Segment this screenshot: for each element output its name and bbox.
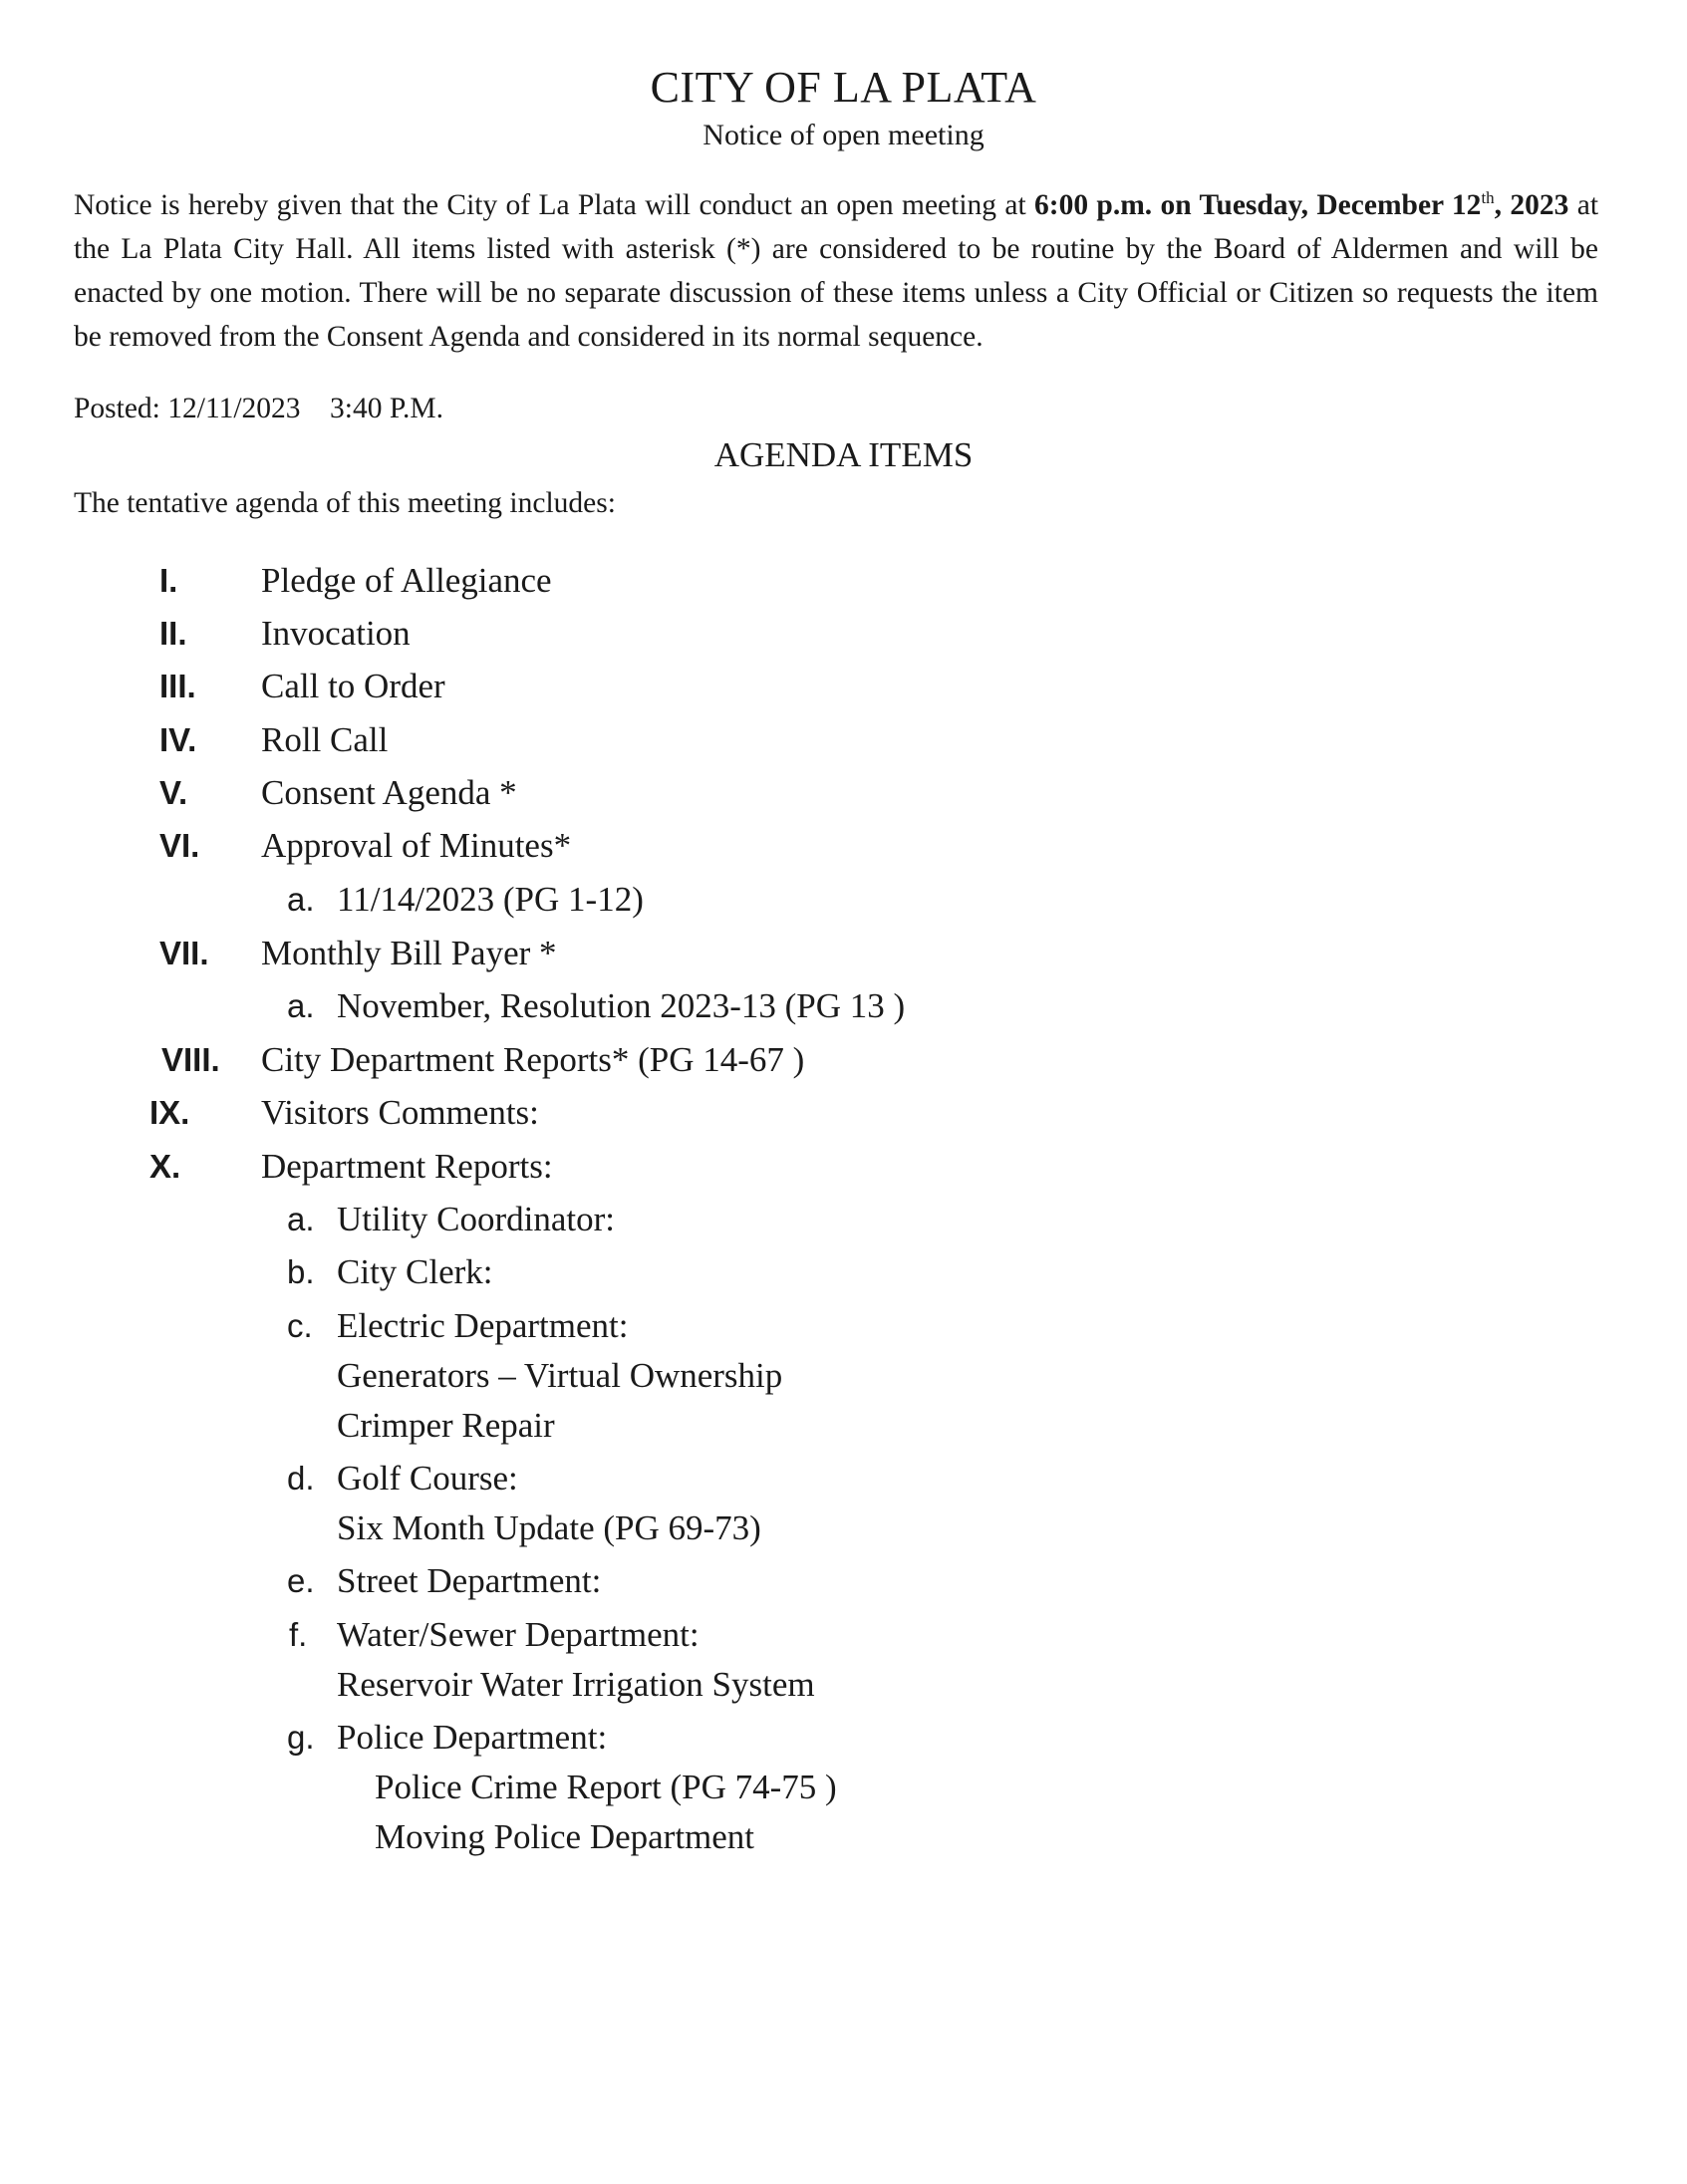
agenda-item-number: X.: [149, 1148, 181, 1185]
department-detail-label: Crimper Repair: [337, 1406, 555, 1445]
agenda-subitem-label: 11/14/2023 (PG 1-12): [337, 880, 644, 919]
agenda-item-number: IV.: [159, 721, 197, 758]
department-detail-label: Moving Police Department: [375, 1817, 755, 1856]
department-detail-label: Police Crime Report (PG 74-75 ): [375, 1768, 837, 1806]
agenda-item-number: IX.: [149, 1094, 190, 1131]
department-item-label: Electric Department:: [337, 1306, 629, 1345]
page-subtitle: Notice of open meeting: [703, 119, 984, 151]
notice-intro: Notice is hereby given that the City of La Plata will conduct an open meeting at: [74, 189, 1035, 221]
department-item-label: Street Department:: [337, 1561, 602, 1600]
department-item-label: Golf Course:: [337, 1459, 518, 1498]
agenda-item-number: V.: [159, 774, 188, 811]
agenda-subitem-label: November, Resolution 2023-13 (PG 13 ): [337, 986, 906, 1025]
notice-ordinal: th: [1481, 188, 1495, 208]
agenda-subitem-letter: a.: [287, 881, 315, 918]
agenda-intro: The tentative agenda of this meeting includes:: [74, 487, 616, 519]
agenda-item-number: VIII.: [161, 1041, 220, 1078]
agenda-item-number: III.: [159, 668, 196, 704]
posted-line: [74, 391, 443, 426]
department-item-label: City Clerk:: [337, 1252, 493, 1291]
department-item-label: Water/Sewer Department:: [337, 1615, 700, 1654]
agenda-item-label: Consent Agenda *: [261, 773, 517, 812]
posted-time: 3:40 P.M.: [330, 393, 443, 424]
notice-datetime: 6:00 p.m. on Tuesday, December 12: [1034, 189, 1482, 221]
agenda-item-label: City Department Reports* (PG 14-67 ): [261, 1040, 805, 1079]
agenda-item-number: VII.: [159, 935, 209, 971]
notice-year: , 2023: [1494, 189, 1569, 221]
department-item-letter: g.: [287, 1719, 315, 1756]
department-item-letter: e.: [287, 1562, 315, 1599]
agenda-item-label: Approval of Minutes*: [261, 826, 572, 865]
department-item-letter: f.: [289, 1616, 308, 1653]
agenda-item-label: Monthly Bill Payer *: [261, 934, 557, 972]
department-item-letter: b.: [287, 1253, 315, 1290]
department-detail-label: Six Month Update (PG 69-73): [337, 1508, 761, 1547]
agenda-item-label: Department Reports:: [261, 1147, 553, 1186]
agenda-item-label: Invocation: [261, 614, 411, 653]
department-item-letter: d.: [287, 1460, 315, 1497]
department-detail-label: Reservoir Water Irrigation System: [337, 1665, 815, 1704]
agenda-item-label: Call to Order: [261, 667, 445, 705]
agenda-item-label: Visitors Comments:: [261, 1093, 539, 1132]
department-detail-label: Generators – Virtual Ownership: [337, 1356, 783, 1395]
agenda-subitem-letter: a.: [287, 987, 315, 1024]
department-item-letter: c.: [287, 1307, 313, 1344]
notice-body: at the La Plata City Hall. All items listed with asterisk (*) are considered to be routine by the Board of Aldermen and will be enacted by one motion. There will be no separate discussion of these items unless a City Official or Citizen so requests the item be removed from the Consent Agenda and considered in its normal sequence.: [74, 189, 1599, 353]
page-title: CITY OF LA PLATA: [650, 63, 1037, 112]
notice-paragraph: [74, 183, 1598, 359]
agenda-item-number: VI.: [159, 827, 200, 864]
agenda-item-label: Pledge of Allegiance: [261, 561, 552, 600]
department-item-label: Police Department:: [337, 1718, 608, 1757]
agenda-item-number: I.: [159, 562, 178, 599]
agenda-heading: AGENDA ITEMS: [713, 435, 974, 474]
agenda-item-number: II.: [159, 615, 187, 652]
posted-date: Posted: 12/11/2023: [74, 393, 301, 424]
department-item-label: Utility Coordinator:: [337, 1200, 616, 1238]
department-item-letter: a.: [287, 1201, 315, 1237]
agenda-item-label: Roll Call: [261, 720, 389, 759]
